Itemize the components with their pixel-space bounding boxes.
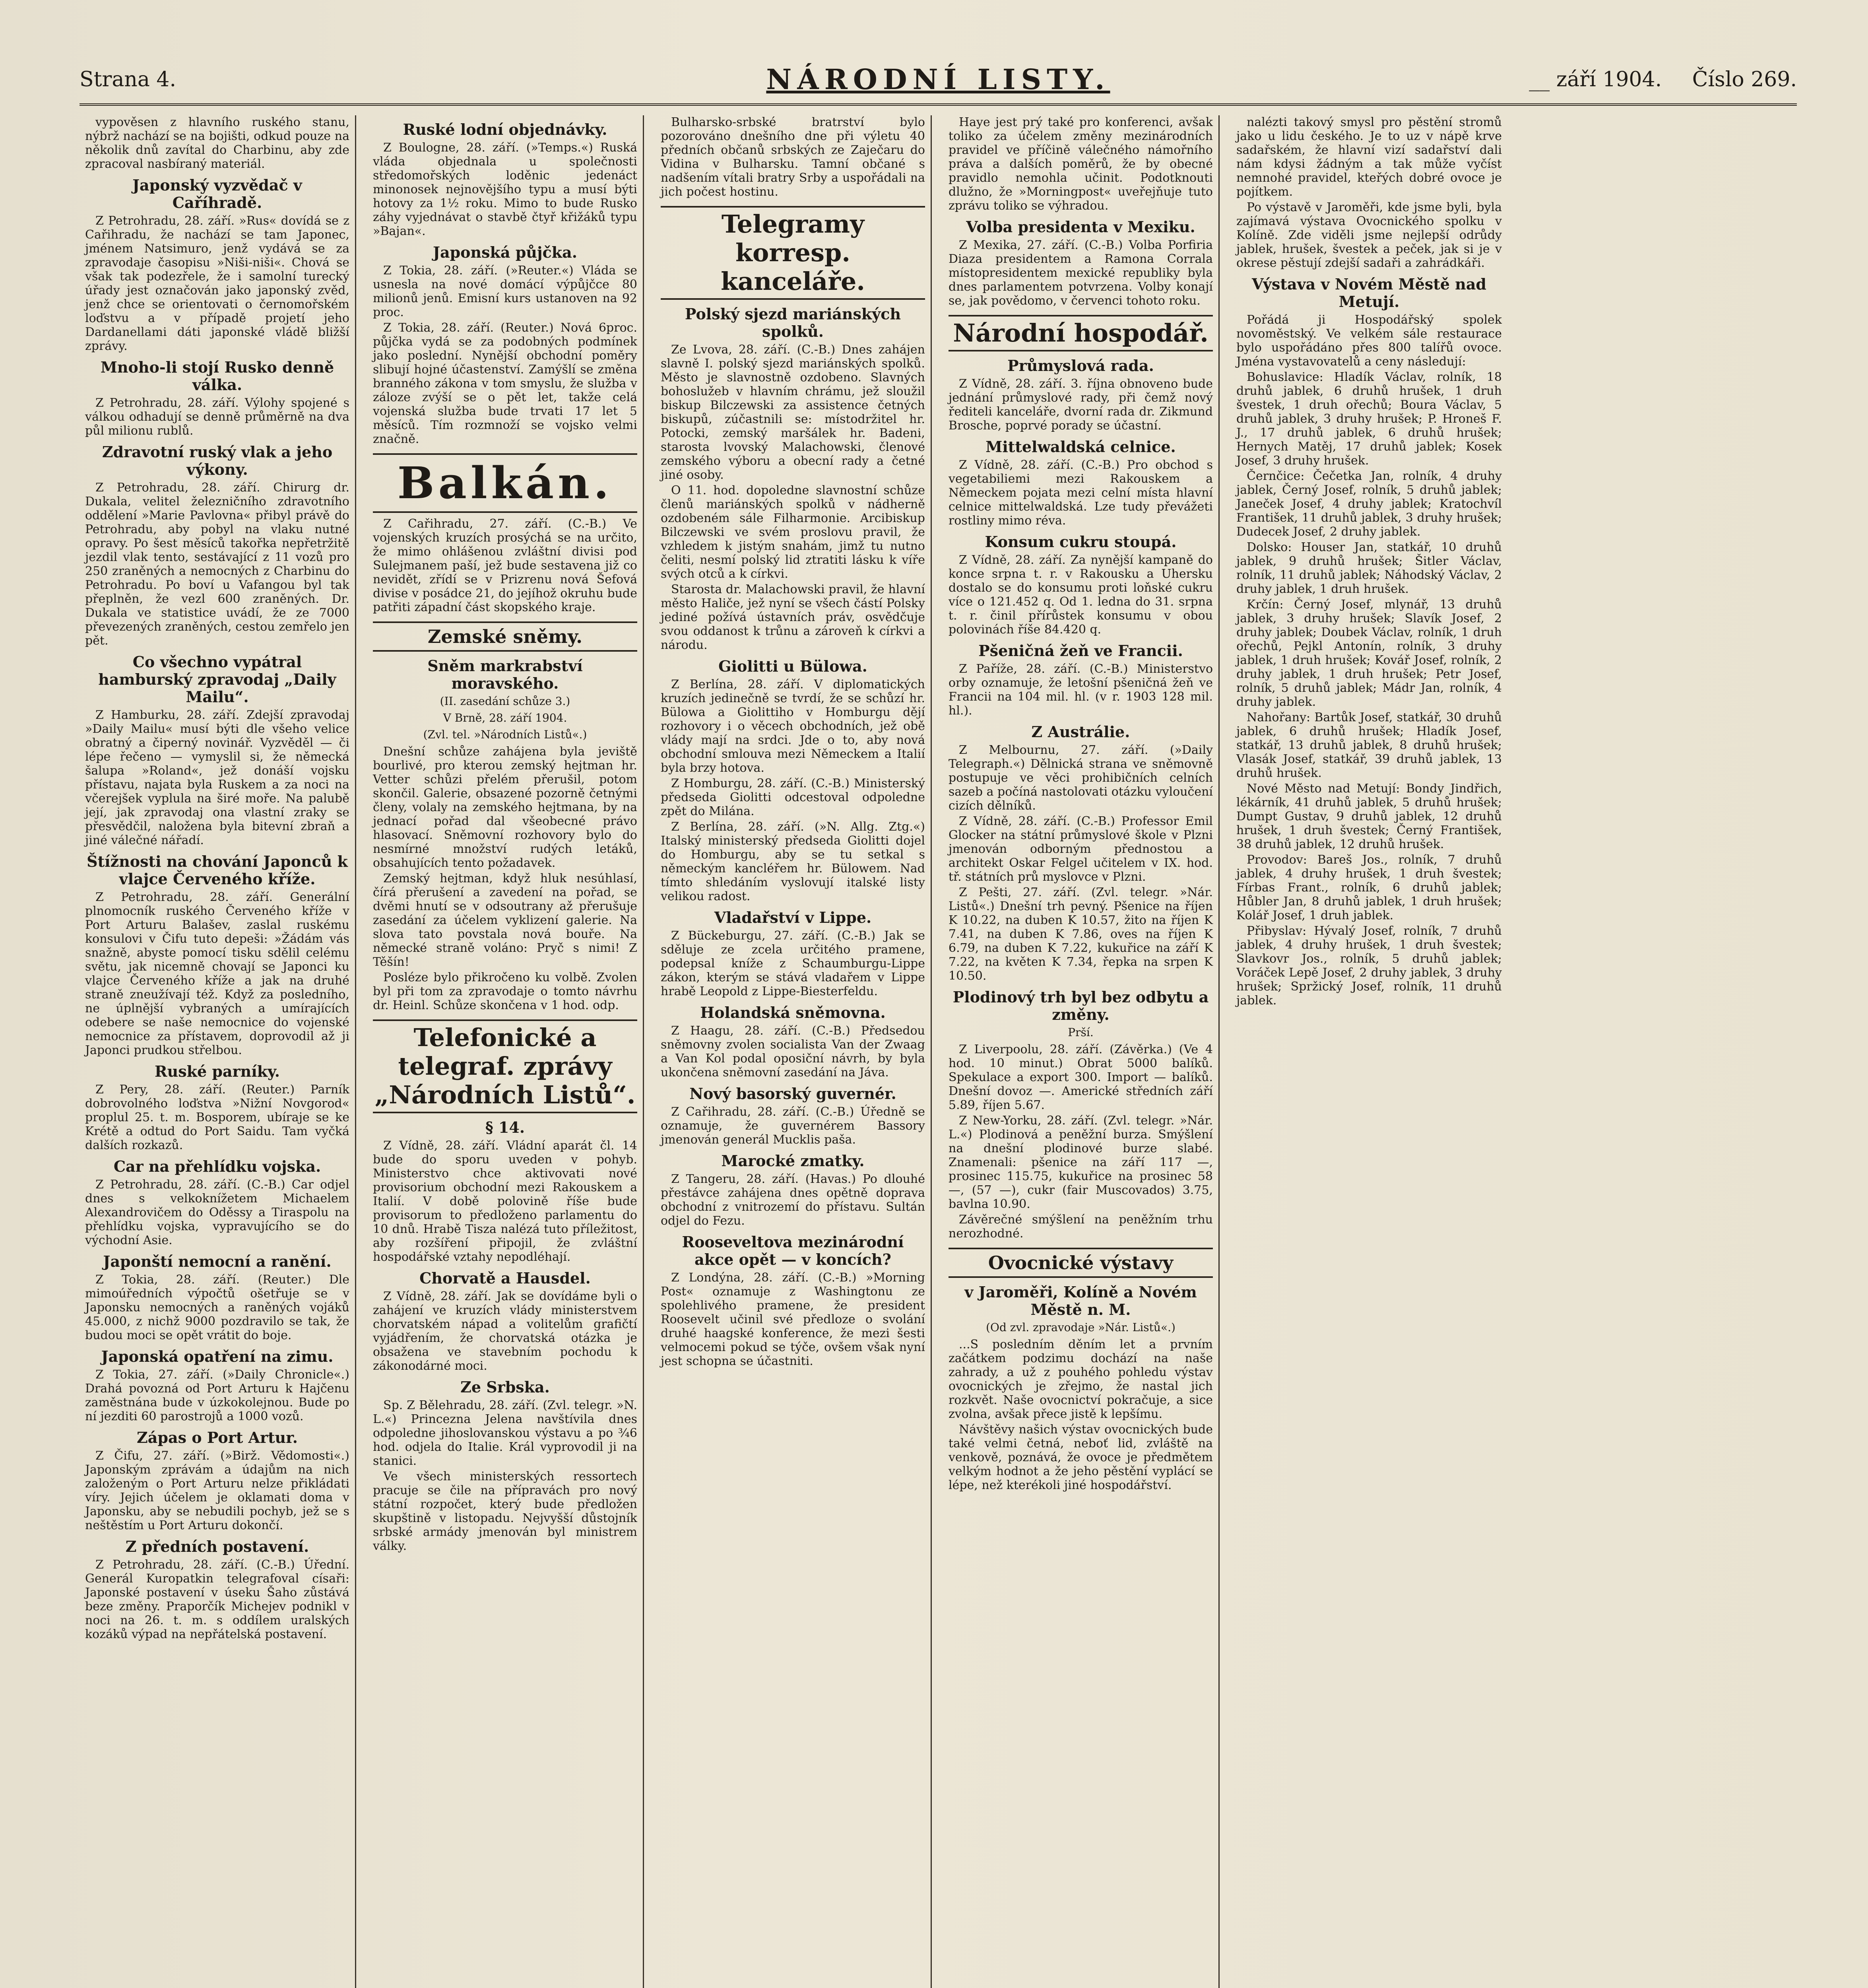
section-heading: Telegramy korresp. kanceláře. (661, 206, 925, 300)
article-headline: § 14. (485, 1118, 525, 1136)
article-headline: Zdravotní ruský vlak a jeho výkony. (102, 443, 333, 478)
article-headline: Mittelwaldská celnice. (985, 438, 1176, 456)
article-headline: Zápas o Port Artur. (137, 1429, 298, 1446)
article-subheading: (II. zasedání schůze 3.) (440, 695, 570, 708)
article-text: Z Paříže, 28. září. (C.-B.) Ministerstvo orby oznamuje, že letošní pšeničná žeň ve Francii na 104 mil. hl. (v r. 1903 128 mil. hl.). (949, 662, 1213, 718)
article-headline: Marocké zmatky. (721, 1152, 865, 1170)
article-headline: Volba presidenta v Mexiku. (966, 218, 1195, 236)
article-text: Bulharsko-srbské bratrství bylo pozorováno dnešního dne při výletu 40 předních občanů srbských ze Zaječaru do Vidina v Bulharsku. Tamní občané s nadšením vítali bratry Srby a uspořádali na jich počest hostinu. (661, 115, 925, 199)
article-headline: Japonští nemocní a ranění. (103, 1252, 332, 1270)
article-text: Pořádá ji Hospodářský spolek novoměstský. Ve velkém sále restaurace bylo uspořádáno přes 800 talířů ovoce. Jména vystavovatelů a ceny následují: (1236, 313, 1502, 369)
article-headline: Rooseveltova mezinárodní akce opět — v koncích? (682, 1233, 904, 1268)
article-text: Z Haagu, 28. září. (C.-B.) Předsedou sněmovny zvolen socialista Van der Zwaag a Van Kol podal oposiční návrh, by byla ukončena sněmovní zasedání na Jáva. (661, 1024, 925, 1079)
article-text: Z Berlína, 28. září. (»N. Allg. Ztg.«) Italský ministerský předseda Giolitti dojel do Homburgu, aby se tu setkal s německým kancléřem hr. Bülowem. Nad tímto shledáním vyslovují italské listy velikou radost. (661, 820, 925, 903)
article-text: Z Pešti, 27. září. (Zvl. telegr. »Nár. Listů«.) Dnešní trh pevný. Pšenice na říjen K 10.22, na duben K 10.57, žito na říjen K 7.41, na duben K 7.86, oves na říjen K 6.79, na duben K 7.22, kukuřice na září K 7.22, na květen K 7.34, řepka na srpen K 10.50. (949, 885, 1213, 983)
article-text: Z Tokia, 28. září. (Reuter.) Dle mimoúředních výpočtů ošetřuje se v Japonsku nemocných a raněných vojáků 45.000, z nichž 9000 pozdravilo se tak, že budou moci se opět vrátit do boje. (85, 1273, 349, 1342)
article-text: Z Vídně, 28. září. Za nynější kampaně do konce srpna t. r. v Rakousku a Uhersku dostalo se do konsumu proti loňské cukru více o 121.452 q. Od 1. ledna do 31. srpna t. r. činil přírůstek konsumu v obou polovinách říše 84.420 q. (949, 553, 1213, 637)
article-text: Z Homburgu, 28. září. (C.-B.) Ministerský předseda Giolitti odcestoval odpoledne zpět do Milána. (661, 777, 925, 818)
article-headline: Japonská půjčka. (433, 243, 577, 261)
article-headline: Plodinový trh byl bez odbytu a změny. (952, 988, 1209, 1023)
article-text: Z Mexika, 27. září. (C.-B.) Volba Porfiria Diaza presidentem a Ramona Corrala místopresidentem mexické republiky byla dnes parlamentem potvrzena. Volby konají se, jak povědomo, v červenci tohoto roku. (949, 238, 1213, 308)
article-text: Z Tokia, 28. září. (Reuter.) Nová 6proc. půjčka vydá se za podobných podmínek jako poslední. Nynější obchodní poměry slibují hojné účastenství. Zamýšlí se změna branného zákona v tom smyslu, že služba v záloze zvýší se o pět let, takže celá vojenská služba bude trvati 17 let 5 měsíců. Tím rozmnoží se vojsko velmi značně. (373, 321, 637, 446)
article-text: Nahořany: Bartůk Josef, statkář, 30 druhů jablek, 6 druhů hrušek; Hladík Josef, statkář, 13 druhů jablek, 8 druhů hrušek; Vlasák Josef, statkář, 39 druhů jablek, 13 druhů hrušek. (1236, 711, 1502, 780)
article-text: Z Petrohradu, 28. září. Výlohy spojené s válkou odhadují se denně průměrně na dva půl milionu rublů. (85, 396, 349, 438)
article-text: Z Petrohradu, 28. září. Chirurg dr. Dukala, velitel železničního zdravotního oddělení »Marie Pavlovna« přibyl právě do Petrohradu, aby pobyl na vlaku nutné opravy. Po šest měsíců takořka nepřetržitě jezdil vlak tento, sestávající z 11 vozů pro 250 zraněných a nemocných z Charbinu do Petrohradu. Po boví u Vafangou byl tak přeplněn, že vezl 600 zraněných. Dr. Dukala ve statistice uvádí, že ze 7000 převezených zraněných, cestou zemřelo jen pět. (85, 481, 349, 648)
column-4 (943, 115, 1220, 1988)
column-5 (1231, 115, 1507, 1988)
article-headline: Vladařství v Lippe. (714, 909, 872, 926)
article-text: Provodov: Bareš Jos., rolník, 7 druhů jablek, 4 druhy hrušek, 1 druh švestek; Fírbas Frant., rolník, 6 druhů jablek; Hůbler Jan, 8 druhů jablek, 1 druh hrušek; Kolář Josef, 1 druh jablek. (1236, 853, 1502, 922)
article-text: Z Cařihradu, 28. září. (C.-B.) Úředně se oznamuje, že guvernérem Bassory jmenován generál Mucklis paša. (661, 1105, 925, 1147)
article-headline: Ze Srbska. (460, 1378, 550, 1396)
article-text: Zemský hejtman, když hluk nesúhlasí, čírá přerušení a zavedení na pořad, se dvěmi hnutí se v odsoutrany až přerušuje zasedání za účelem vyklizení galerie. Na slova tato povstala nová bouře. Na německé straně voláno: Pryč s nimi! Z Těšín! (373, 872, 637, 969)
article-text: Dnešní schůze zahájena byla jeviště bourlivé, pro kterou zemský hejtman hr. Vetter schůzi přelém přerušil, potom skončil. Galerie, obsazené pozorně četnými členy, volaly na zemského hejtmana, by na jednací pořad dal všeobecné právo hlasovací. Sněmovní rozhovory bylo do nesmírné množství rudých letáků, obsahujících tento požadavek. (373, 745, 637, 870)
article-text: Návštěvy našich výstav ovocnických bude také velmi četná, neboť lid, zvláště na venkově, poznává, že ovoce je předmětem velkým hodnot a že jeho pěstění vyplácí se lépe, než kterékoli jiné hospodářství. (949, 1423, 1213, 1492)
article-headline: Průmyslová rada. (1007, 357, 1154, 375)
article-headline: Mnoho-li stojí Rusko denně válka. (100, 358, 334, 394)
article-text: Po výstavě v Jaroměři, kde jsme byli, byla zajímavá výstava Ovocnického spolku v Kolíně. Zde viděli jsme nejlepší odrůdy jablek, hrušek, švestek a peček, jak si je v okrese pěstují zdejší sadaři a zahrádkáři. (1236, 200, 1502, 270)
article-text: Ve všech ministerských ressortech pracuje se čile na přípravách pro nový státní rozpočet, který bude předložen skupštině v listopadu. Nejvyšší důstojník srbské armády jmenován byl ministrem války. (373, 1470, 637, 1553)
article-headline: v Jaroměři, Kolíně a Novém Městě n. M. (964, 1283, 1197, 1318)
article-headline: Ruské lodní objednávky. (403, 120, 607, 138)
article-subheading: V Brně, 28. září 1904. (443, 711, 567, 724)
article-text: Z Tokia, 27. září. (»Daily Chronicle«.) Drahá povozná od Port Arturu k Hajčenu zaměstnána bude v úzkokolejnou. Bude po ní jezditi 60 parostrojů a 1000 vozů. (85, 1368, 349, 1423)
article-text: Z Berlína, 28. září. V diplomatických kruzích jedinečně se tvrdí, že se schůzí hr. Bülowa a Giolittiho v Homburgu dějí rozhovory i o věcech obchodních, jež obě vlády mají na srdci. Jde o to, aby nová obchodní smlouva mezi Německem a Italií byla brzy hotova. (661, 678, 925, 775)
article-headline: Giolitti u Bülowa. (718, 657, 867, 675)
article-text: Starosta dr. Malachowski pravil, že hlavní město Haliče, jež nyní se všech částí Polsky jediné požívá ústavních práv, osvědčuje svou oddanost k trůnu a zároveň k církvi a národu. (661, 582, 925, 652)
article-text: Z Petrohradu, 28. září. »Rus« dovídá se z Cařihradu, že nachází se tam Japonec, jménem Natsimuro, jenž vydává se za zpravodaje časopisu »Niši-niši«. Chová se však tak podezřele, že i samolní turecký úřady jest označován jako japonský zvěd, jenž chce se orientovati o černomořském loďstvu a v případě projetí jeho Dardanellami dáti japonské vládě bližší zprávy. (85, 214, 349, 353)
columns (80, 115, 1797, 1988)
article-headline: Japonský vyzvědač v Caříhradě. (132, 176, 302, 212)
article-subheading: (Zvl. tel. »Národních Listů«.) (423, 728, 587, 741)
article-text: Z Vídně, 28. září. (C.-B.) Pro obchod s vegetabiliemi mezi Rakouskem a Německem pojata mezi celní místa hlavní celnice mittelwaldská. Lze tudy převážeti rostliny mimo réva. (949, 458, 1213, 528)
article-text: Haye jest prý také pro konferenci, avšak toliko za účelem změny mezinárodních pravidel ve příčině válečného námořního práva a dalších poměrů, že by obecné pravidlo nemohla učinit. Podotknouti dlužno, že »Morningpost« uveřejňuje tuto zprávu toliko se výhradou. (949, 115, 1213, 213)
article-text: Z Vídně, 28. září. Jak se dovídáme byli o zahájení ve kruzích vlády ministerstvem chorvatském nápad a volitelům grafičtí vyjádřením, že chorvatská otázka je obsažena ve stavebním pochodu k zákonodárné moci. (373, 1289, 637, 1373)
article-text: Z Petrohradu, 28. září. (C.-B.) Car odjel dnes s velkoknížetem Michaelem Alexandrovičem do Oděssy a Tiraspolu na přehlídku vojska, vypravujícího se do východní Asie. (85, 1178, 349, 1247)
column-3 (655, 115, 932, 1988)
article-text: Z Petrohradu, 28. září. Generální plnomocník ruského Červeného kříže v Port Arturu Balašev, zaslal ruskému konsulovi v Čifu tuto depeši: »Žádám vás snažně, abyste pomocí tisku sdělil celému světu, jak nicemně chovají se Japonci ku vlajce Červeného kříže a jak na druhé straně zneužívají též. Když za posledního, ne úplnější vybraných a umírajících odebere se naše nemocnice do vojenské nemocnice za přístavem, doprovodil až ji Japonci prudkou střelbou. (85, 890, 349, 1057)
article-text: Ze Lvova, 28. září. (C.-B.) Dnes zahájen slavně I. polský sjezd mariánských spolků. Město je slavnostně ozdobeno. Slavných bohoslužeb v hlavním chrámu, jež sloužil biskup Bilczewski za assistence četných biskupů, zúčastnili se: místodržitel hr. Potocki, zemský maršálek hr. Badeni, starosta lvovský Malachowski, členové zemského výboru a obecní rady a četné jiné osoby. (661, 343, 925, 482)
section-heading: Národní hospodář. (949, 315, 1213, 351)
masthead (80, 60, 1797, 106)
article-headline: Nový basorský guvernér. (689, 1085, 896, 1103)
article-text: Z Petrohradu, 28. září. (C.-B.) Úřední. Generál Kuropatkin telegrafoval císaři: Japonské postavení v úseku Šaho zůstává beze změny. Praporčík Michejev podnikl v noci na 26. t. m. s oddílem uralských kozáků výpad na nepřátelská postavení. (85, 1558, 349, 1641)
section-heading: Telefonické a telegraf. zprávy „Národních Listů“. (373, 1019, 637, 1113)
article-text: Z Tokia, 28. září. (»Reuter.«) Vláda se usnesla na nové domácí výpůjčce 80 milionů jenů. Emisní kurs ustanoven na 92 proc. (373, 264, 637, 319)
article-text: Dolsko: Houser Jan, statkář, 10 druhů jablek, 9 druhů hrušek; Šitler Václav, rolník, 11 druhů jablek; Náhodský Václav, 2 druhy jablek, 1 druh hrušek. (1236, 540, 1502, 596)
article-text: Bohuslavice: Hladík Václav, rolník, 18 druhů jablek, 6 druhů hrušek, 1 druh švestek, 1 druh ořechů; Boura Václav, 5 druhů jablek, 3 druhy hrušek; P. Hroneš F. J., 17 druhů jablek, 6 druhů hrušek; Hernych Matěj, 17 druhů jablek; Kosek Josef, 3 druhy hrušek. (1236, 370, 1502, 468)
issue-info (1505, 68, 1797, 91)
article-text: Z New-Yorku, 28. září. (Zvl. telegr. »Nár. L.«) Plodinová a peněžní burza. Smýšlení na dnešní plodinové burze slabé. Znamenali: pšenice na září 117 —, prosinec 115.75, kukuřice na prosinec 58 —, (57 —), cukr (fair Muscovados) 3.75, bavlna 10.90. (949, 1114, 1213, 1211)
article-headline: Chorvatě a Hausdel. (419, 1269, 591, 1287)
newspaper-title: NÁRODNÍ LISTY. (766, 63, 1110, 96)
article-text: Z Liverpoolu, 28. září. (Závěrka.) (Ve 4 hod. 10 minut.) Obrat 5000 balíků. Spekulace a export 300. Import — balíků. Dnešní dovoz —. Americké středních září 5.89, říjen 5.67. (949, 1043, 1213, 1112)
article-text: Závěrečné smýšlení na peněžním trhu nerozhodné. (949, 1213, 1213, 1241)
article-headline: Co všechno vypátral hamburský zpravodaj „Daily Mailu“. (98, 653, 336, 706)
section-heading: Balkán. (373, 453, 637, 513)
article-text: Z Vídně, 28. září. 3. října obnoveno bude jednání průmyslové rady, při čemž nový řediteli kanceláře, dvorní rada dr. Zikmund Brosche, poprvé porady se účastní. (949, 377, 1213, 433)
issue-number: Číslo 269. (1692, 68, 1797, 91)
article-text: Přibyslav: Hývalý Josef, rolník, 7 druhů jablek, 4 druhy hrušek, 1 druh švestek; Slavkovr Jos., rolník, 5 druhů jablek; Voráček Lepě Josef, 2 druhy jablek, 3 druhy hrušek; Spržický Josef, rolník, 11 druhů jablek. (1236, 924, 1502, 1008)
article-text: nalézti takový smysl pro pěstění stromů jako u lidu českého. Je to uz v nápě krve sadařském, že hlavní vizí sadařství dali nám kdysi žádným a tak může vyčíst nemnohé pravidel, kteřých dobré ovoce je pojítkem. (1236, 115, 1502, 199)
article-text: O 11. hod. dopoledne slavnostní schůze členů mariánských spolků v nádherně ozdobeném sále Filharmonie. Arcibiskup Bilczewski ve svém proslovu pravil, že vzhledem k jistým snahám, jimž tu nutno čeliti, nesmí polský lid ztratiti lásku k víře svých otců a k církvi. (661, 483, 925, 581)
article-text: Z Melbournu, 27. září. (»Daily Telegraph.«) Dělnická strana ve sněmovně postupuje ve věci prohibičních celních sazeb a počíná nastolovati otázku vyloučení cizích dělníků. (949, 743, 1213, 813)
section-heading: Zemské sněmy. (373, 621, 637, 652)
article-headline: Polský sjezd mariánských spolků. (685, 305, 901, 340)
article-headline: Výstava v Novém Městě nad Metují. (1251, 275, 1487, 311)
article-text: Z Tangeru, 28. září. (Havas.) Po dlouhé přestávce zahájena dnes opětně doprava obchodní z vnitrozemí do přístavu. Sultán odjel do Fezu. (661, 1172, 925, 1228)
article-text: Z Pery, 28. září. (Reuter.) Parník dobrovolného loďstva »Nižní Novgorod« proplul 25. t. m. Bosporem, ubíraje se ke Krétě a odtud do Port Saidu. Tam vyčká dalších rozkazů. (85, 1083, 349, 1152)
article-text: Nové Město nad Metují: Bondy Jindřich, lékárník, 41 druhů jablek, 5 druhů hrušek; Dumpt Gustav, 9 druhů jablek, 12 druhů hrušek, 1 druh švestek; Černý František, 38 druhů jablek, 12 druhů hrušek. (1236, 782, 1502, 851)
article-headline: Pšeničná žeň ve Francii. (978, 642, 1183, 660)
page-number: Strana 4. (80, 68, 177, 91)
article-text: Z Londýna, 28. září. (C.-B.) »Morning Post« oznamuje z Washingtonu ze spolehlivého pramene, že president Roosevelt učinil své předloze o svolání druhé haagské konference, že mezi šesti velmocemi pokud se týče, ovšem však nyní jest schopna se účastniti. (661, 1271, 925, 1368)
article-headline: Ruské parníky. (155, 1062, 280, 1080)
article-headline: Z Austrálie. (1031, 723, 1130, 741)
article-headline: Konsum cukru stoupá. (985, 533, 1177, 551)
column-1 (80, 115, 356, 1988)
article-text: Z Boulogne, 28. září. (»Temps.«) Ruská vláda objednala u společnosti středomořských loděnic jedenáct minonosek nejnovějšího typu a musí býti hotovy za 1½ roku. Mimo to bude Rusko záhy vyjednávat o stavbě čtyř křižáků typu »Bajan«. (373, 141, 637, 238)
article-text: Z Vídně, 28. září. Vládní aparát čl. 14 bude do sporu uveden v pohyb. Ministerstvo chce aktivovati nové provisorium obchodní mezi Rakouskem a Italií. V době polovině říše bude provisorum to předloženo parlamentu do 10 dnů. Hrabě Tisza nalézá tuto příležitost, aby rozšíření připojil, že zvláštní hospodářské vztahy nepodléhají. (373, 1139, 637, 1264)
section-heading: Ovocnické výstavy (949, 1248, 1213, 1278)
article-text: Z Čifu, 27. září. (»Birž. Vědomosti«.) Japonským zprávám a údajům na nich založeným o Port Arturu nelze přikládati víry. Jejich účelem je oklamati doma v Japonsku, aby se nebudili pochyb, jež se s neštěstím u Port Arturu dokončí. (85, 1449, 349, 1532)
article-text: Krčín: Černý Josef, mlynář, 13 druhů jablek, 3 druhy hrušek; Slavík Josef, 2 druhy jablek; Doubek Václav, rolník, 1 druh ořechů, Pejkl Antonín, rolník, 3 druhy jablek, 1 druh hrušek; Kovář Josef, rolník, 2 druhy jablek, 1 druh hrušek; Petr Josef, rolník, 5 druhů jablek; Mádr Jan, rolník, 4 druhy jablek. (1236, 598, 1502, 709)
article-text: Černčice: Čečetka Jan, rolník, 4 druhy jablek, Černý Josef, rolník, 5 druhů jablek; Janeček Josef, 4 druhy jablek; Kratochvíl František, 11 druhů jablek, 3 druhy hrušek; Dudecek Josef, 2 druhy jablek. (1236, 469, 1502, 539)
article-headline: Car na přehlídku vojska. (113, 1157, 321, 1175)
article-headline: Holandská sněmovna. (700, 1004, 886, 1021)
article-text: Z Hamburku, 28. září. Zdejší zpravodaj »Daily Mailu« musí býti dle všeho velice obratný a čiperný novinář. Vyzvěděl — či lépe řečeno — vymyslil si, že německá šalupa »Roland«, jež donáší vojsku přístavu, najata byla Ruskem a za noci na včerejšek vyplula na širé moře. Na palubě její, jak zpravodaj ona vlastní zraky se přesvědčil, naložena byla bitevní zbraň a jiné válečné nářadí. (85, 708, 349, 847)
article-text: vypověsen z hlavního ruského stanu, nýbrž nachází se na bojišti, odkud pouze na několik dnů zavítal do Charbinu, aby zde zpracoval nasbíraný materiál. (85, 115, 349, 171)
article-subheading: (Od zvl. zpravodaje »Nár. Listů«.) (986, 1321, 1176, 1334)
article-headline: Z předních postavení. (125, 1538, 309, 1555)
article-text: Z Cařihradu, 27. září. (C.-B.) Ve vojenských kruzích prosýchá se na určito, že mimo ohlášenou zvláštní divisi pod Sulejmanem paší, jež bude sestavena již co nevidět, zřídí se v Prizrenu nová Šefová divise v posádce 21, do jejíhož okruhu bude patřiti západní část skopského kraje. (373, 517, 637, 614)
article-headline: Sněm markrabství moravského. (427, 657, 583, 692)
article-text: Z Vídně, 28. září. (C.-B.) Professor Emil Glocker na státní průmyslové škole v Plzni jmenován odborným přednostou a architekt Oskar Felgel učitelem v IX. hod. tř. státních prů myslovce v Plzni. (949, 814, 1213, 884)
article-text: Sp. Z Bělehradu, 28. září. (Zvl. telegr. »N. L.«) Princezna Jelena navštívila dnes odpoledne jihoslovanskou výstavu a po ¾6 hod. odjela do Italie. Král vyprovodil ji na stanici. (373, 1398, 637, 1468)
article-headline: Štížnosti na chování Japonců k vlajce Červeného kříže. (87, 852, 348, 888)
article-text: Z Bückeburgu, 27. září. (C.-B.) Jak se sděluje ze zcela určitého pramene, podepsal kníže z Schaumburgu-Lippe zákon, kterým se stává vladařem v Lippe hrabě Leopold z Lippe-Biesterfeldu. (661, 929, 925, 998)
issue-date: __ září 1904. (1529, 68, 1662, 91)
column-2 (367, 115, 644, 1988)
article-text: Posléze bylo přikročeno ku volbě. Zvolen byl při tom za zpravodaje o tomto návrhu dr. Heinl. Schůze skončena v 1 hod. odp. (373, 971, 637, 1012)
article-subheading: Prší. (1068, 1026, 1094, 1039)
article-headline: Japonská opatření na zimu. (101, 1347, 334, 1365)
article-text: ...S posledním děním let a prvním začátkem podzimu dochází na naše zahrady, a už z pouhého pohledu výstav ovocnických je zřejmo, že nastal jich rozkvět. Naše ovocnictví pokračuje, a sice zvolna, avšak přece jistě k lepšímu. (949, 1338, 1213, 1421)
